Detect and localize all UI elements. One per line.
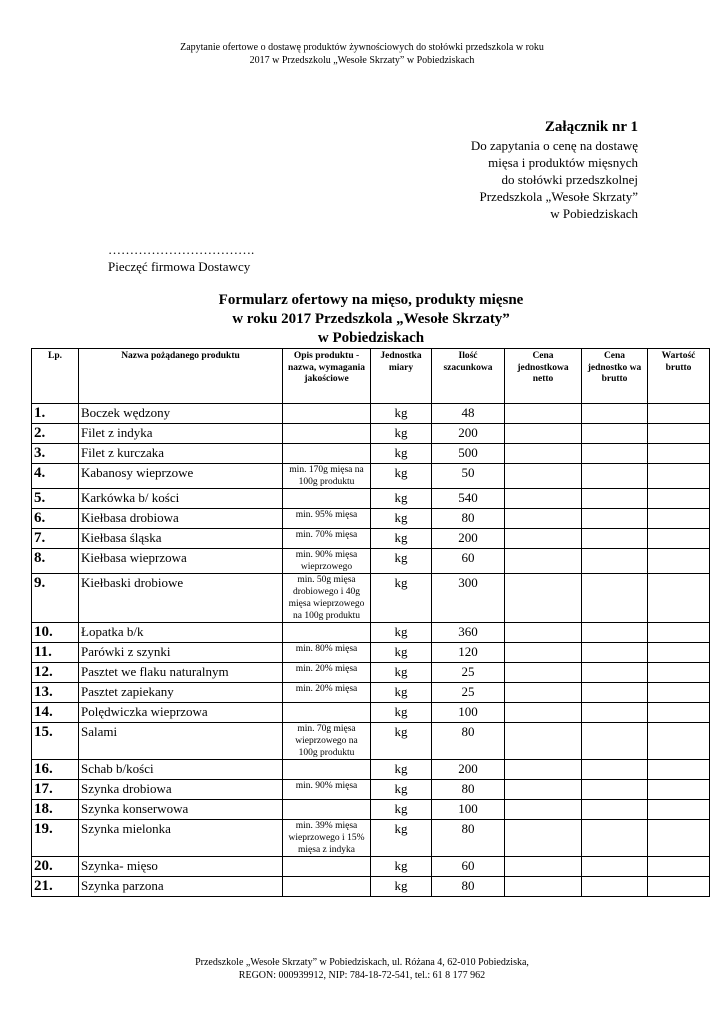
document-header	[0, 41, 724, 67]
table-row	[32, 820, 710, 857]
table-row	[32, 623, 710, 643]
stamp-label: Pieczęć firmowa Dostawcy	[108, 259, 251, 274]
unit-of-measure: kg	[371, 529, 432, 549]
unit-of-measure: kg	[371, 683, 432, 703]
header-product-name: Nazwa pożądanego produktu	[79, 349, 283, 404]
table-body	[32, 404, 710, 897]
product-name: Kabanosy wieprzowe	[79, 464, 283, 489]
estimated-quantity: 200	[432, 529, 505, 549]
table-row	[32, 780, 710, 800]
gross-value-cell[interactable]	[648, 780, 710, 800]
table-row	[32, 464, 710, 489]
product-name: Szynka mielonka	[79, 820, 283, 857]
form-title-line-1: Formularz ofertowy na mięso, produkty mięsne	[218, 292, 524, 308]
net-unit-price-cell[interactable]	[505, 877, 582, 897]
gross-unit-price-cell[interactable]	[582, 683, 648, 703]
table-row	[32, 703, 710, 723]
product-name: Schab b/kości	[79, 760, 283, 780]
net-unit-price-cell[interactable]	[505, 760, 582, 780]
row-number: 21.	[32, 877, 79, 897]
header-net-price: Cena jednostkowa netto	[505, 349, 582, 404]
gross-value-cell[interactable]	[648, 820, 710, 857]
product-name: Łopatka b/k	[79, 623, 283, 643]
unit-of-measure: kg	[371, 820, 432, 857]
estimated-quantity: 25	[432, 683, 505, 703]
unit-of-measure: kg	[371, 703, 432, 723]
gross-value-cell[interactable]	[648, 509, 710, 529]
form-title-line-2: w roku 2017 Przedszkola „Wesołe Skrzaty”	[232, 311, 510, 327]
annex-line: do stołówki przedszkolnej	[501, 172, 638, 187]
annex-line: Przedszkola „Wesołe Skrzaty”	[479, 189, 638, 204]
unit-of-measure: kg	[371, 663, 432, 683]
gross-unit-price-cell[interactable]	[582, 404, 648, 424]
product-description: min. 170g mięsa na 100g produktu	[283, 464, 371, 489]
header-quantity: Ilość szacunkowa	[432, 349, 505, 404]
net-unit-price-cell[interactable]	[505, 464, 582, 489]
gross-unit-price-cell[interactable]	[582, 820, 648, 857]
gross-value-cell[interactable]	[648, 760, 710, 780]
table-row	[32, 424, 710, 444]
header-unit: Jednostka miary	[371, 349, 432, 404]
row-number: 1.	[32, 404, 79, 424]
gross-value-cell[interactable]	[648, 549, 710, 574]
product-description: min. 90% mięsa wieprzowego	[283, 549, 371, 574]
estimated-quantity: 200	[432, 760, 505, 780]
product-description: min. 80% mięsa	[283, 643, 371, 663]
annex-block	[471, 117, 638, 222]
row-number: 15.	[32, 723, 79, 760]
unit-of-measure: kg	[371, 623, 432, 643]
net-unit-price-cell[interactable]	[505, 663, 582, 683]
gross-value-cell[interactable]	[648, 464, 710, 489]
product-name: Szynka drobiowa	[79, 780, 283, 800]
gross-value-cell[interactable]	[648, 529, 710, 549]
estimated-quantity: 80	[432, 509, 505, 529]
estimated-quantity: 120	[432, 643, 505, 663]
product-description	[283, 404, 371, 424]
estimated-quantity: 80	[432, 820, 505, 857]
table-row	[32, 663, 710, 683]
product-description: min. 20% mięsa	[283, 663, 371, 683]
product-description	[283, 489, 371, 509]
row-number: 13.	[32, 683, 79, 703]
gross-value-cell[interactable]	[648, 623, 710, 643]
row-number: 4.	[32, 464, 79, 489]
product-name: Salami	[79, 723, 283, 760]
gross-unit-price-cell[interactable]	[582, 623, 648, 643]
unit-of-measure: kg	[371, 444, 432, 464]
product-name: Parówki z szynki	[79, 643, 283, 663]
unit-of-measure: kg	[371, 877, 432, 897]
estimated-quantity: 300	[432, 574, 505, 623]
unit-of-measure: kg	[371, 760, 432, 780]
net-unit-price-cell[interactable]	[505, 444, 582, 464]
table-row	[32, 643, 710, 663]
gross-value-cell[interactable]	[648, 877, 710, 897]
gross-unit-price-cell[interactable]	[582, 424, 648, 444]
product-name: Kiełbasa drobiowa	[79, 509, 283, 529]
unit-of-measure: kg	[371, 723, 432, 760]
unit-of-measure: kg	[371, 489, 432, 509]
gross-value-cell[interactable]	[648, 683, 710, 703]
net-unit-price-cell[interactable]	[505, 723, 582, 760]
unit-of-measure: kg	[371, 857, 432, 877]
row-number: 5.	[32, 489, 79, 509]
unit-of-measure: kg	[371, 574, 432, 623]
row-number: 2.	[32, 424, 79, 444]
unit-of-measure: kg	[371, 549, 432, 574]
estimated-quantity: 60	[432, 857, 505, 877]
product-name: Szynka konserwowa	[79, 800, 283, 820]
product-description	[283, 760, 371, 780]
product-description	[283, 444, 371, 464]
unit-of-measure: kg	[371, 509, 432, 529]
table-row	[32, 574, 710, 623]
gross-unit-price-cell[interactable]	[582, 574, 648, 623]
unit-of-measure: kg	[371, 404, 432, 424]
gross-unit-price-cell[interactable]	[582, 723, 648, 760]
estimated-quantity: 100	[432, 703, 505, 723]
table-row	[32, 549, 710, 574]
net-unit-price-cell[interactable]	[505, 529, 582, 549]
gross-unit-price-cell[interactable]	[582, 444, 648, 464]
gross-unit-price-cell[interactable]	[582, 857, 648, 877]
net-unit-price-cell[interactable]	[505, 404, 582, 424]
product-description: min. 70% mięsa	[283, 529, 371, 549]
document-footer	[0, 956, 724, 982]
table-row	[32, 529, 710, 549]
table-row	[32, 800, 710, 820]
table-row	[32, 509, 710, 529]
product-name: Pasztet we flaku naturalnym	[79, 663, 283, 683]
header-gross-price: Cena jednostko wa brutto	[582, 349, 648, 404]
estimated-quantity: 360	[432, 623, 505, 643]
product-name: Polędwiczka wieprzowa	[79, 703, 283, 723]
gross-value-cell[interactable]	[648, 424, 710, 444]
estimated-quantity: 80	[432, 780, 505, 800]
table-row	[32, 877, 710, 897]
unit-of-measure: kg	[371, 780, 432, 800]
product-description: min. 39% mięsa wieprzowego i 15% mięsa z indyka	[283, 820, 371, 857]
row-number: 20.	[32, 857, 79, 877]
net-unit-price-cell[interactable]	[505, 857, 582, 877]
product-description	[283, 800, 371, 820]
row-number: 12.	[32, 663, 79, 683]
row-number: 11.	[32, 643, 79, 663]
product-name: Filet z kurczaka	[79, 444, 283, 464]
product-description	[283, 857, 371, 877]
header-description: Opis produktu - nazwa, wymagania jakościowe	[283, 349, 371, 404]
table-header-row	[32, 349, 710, 404]
gross-unit-price-cell[interactable]	[582, 877, 648, 897]
gross-value-cell[interactable]	[648, 723, 710, 760]
annex-title: Załącznik nr 1	[544, 119, 638, 135]
table-row	[32, 857, 710, 877]
net-unit-price-cell[interactable]	[505, 574, 582, 623]
product-description: min. 50g mięsa drobiowego i 40g mięsa wieprzowego na 100g produktu	[283, 574, 371, 623]
unit-of-measure: kg	[371, 424, 432, 444]
gross-unit-price-cell[interactable]	[582, 529, 648, 549]
header-gross-value: Wartość brutto	[648, 349, 710, 404]
header-lp: Lp.	[32, 349, 79, 404]
gross-unit-price-cell[interactable]	[582, 800, 648, 820]
estimated-quantity: 48	[432, 404, 505, 424]
net-unit-price-cell[interactable]	[505, 489, 582, 509]
offer-table	[31, 348, 710, 897]
estimated-quantity: 60	[432, 549, 505, 574]
header-line-1: Zapytanie ofertowe o dostawę produktów żywnościowych do stołówki przedszkola w roku	[180, 42, 544, 53]
product-name: Boczek wędzony	[79, 404, 283, 424]
form-title-line-3: w Pobiedziskach	[317, 330, 425, 346]
net-unit-price-cell[interactable]	[505, 820, 582, 857]
net-unit-price-cell[interactable]	[505, 643, 582, 663]
row-number: 9.	[32, 574, 79, 623]
estimated-quantity: 540	[432, 489, 505, 509]
product-name: Pasztet zapiekany	[79, 683, 283, 703]
product-description	[283, 424, 371, 444]
net-unit-price-cell[interactable]	[505, 780, 582, 800]
product-description	[283, 877, 371, 897]
footer-line-1: Przedszkole „Wesołe Skrzaty” w Pobiedziskach, ul. Różana 4, 62-010 Pobiedziska,	[195, 957, 529, 968]
product-description: min. 95% mięsa	[283, 509, 371, 529]
footer-line-2: REGON: 000939912, NIP: 784-18-72-541, tel.: 61 8 177 962	[238, 970, 486, 981]
net-unit-price-cell[interactable]	[505, 424, 582, 444]
annex-line: mięsa i produktów mięsnych	[488, 155, 638, 170]
row-number: 17.	[32, 780, 79, 800]
gross-unit-price-cell[interactable]	[582, 703, 648, 723]
gross-value-cell[interactable]	[648, 643, 710, 663]
row-number: 3.	[32, 444, 79, 464]
product-name: Filet z indyka	[79, 424, 283, 444]
supplier-stamp	[108, 241, 254, 275]
annex-line: Do zapytania o cenę na dostawę	[470, 138, 638, 153]
gross-value-cell[interactable]	[648, 574, 710, 623]
product-description	[283, 623, 371, 643]
estimated-quantity: 100	[432, 800, 505, 820]
product-description: min. 20% mięsa	[283, 683, 371, 703]
estimated-quantity: 50	[432, 464, 505, 489]
product-name: Karkówka b/ kości	[79, 489, 283, 509]
row-number: 6.	[32, 509, 79, 529]
product-name: Szynka parzona	[79, 877, 283, 897]
row-number: 19.	[32, 820, 79, 857]
table-row	[32, 723, 710, 760]
row-number: 8.	[32, 549, 79, 574]
net-unit-price-cell[interactable]	[505, 683, 582, 703]
gross-value-cell[interactable]	[648, 663, 710, 683]
table-row	[32, 489, 710, 509]
gross-unit-price-cell[interactable]	[582, 780, 648, 800]
row-number: 18.	[32, 800, 79, 820]
gross-unit-price-cell[interactable]	[582, 643, 648, 663]
table-row	[32, 444, 710, 464]
header-line-2: 2017 w Przedszkolu „Wesołe Skrzaty” w Pobiedziskach	[249, 55, 475, 66]
net-unit-price-cell[interactable]	[505, 623, 582, 643]
product-description: min. 70g mięsa wieprzowego na 100g produktu	[283, 723, 371, 760]
estimated-quantity: 200	[432, 424, 505, 444]
row-number: 16.	[32, 760, 79, 780]
gross-value-cell[interactable]	[648, 444, 710, 464]
gross-unit-price-cell[interactable]	[582, 760, 648, 780]
product-name: Kiełbasa śląska	[79, 529, 283, 549]
form-title	[0, 291, 724, 348]
gross-unit-price-cell[interactable]	[582, 489, 648, 509]
row-number: 14.	[32, 703, 79, 723]
gross-unit-price-cell[interactable]	[582, 464, 648, 489]
gross-unit-price-cell[interactable]	[582, 509, 648, 529]
gross-unit-price-cell[interactable]	[582, 663, 648, 683]
unit-of-measure: kg	[371, 800, 432, 820]
product-name: Kiełbasa wieprzowa	[79, 549, 283, 574]
net-unit-price-cell[interactable]	[505, 703, 582, 723]
net-unit-price-cell[interactable]	[505, 549, 582, 574]
product-description: min. 90% mięsa	[283, 780, 371, 800]
table-row	[32, 683, 710, 703]
gross-value-cell[interactable]	[648, 800, 710, 820]
product-name: Szynka- mięso	[79, 857, 283, 877]
unit-of-measure: kg	[371, 464, 432, 489]
table-row	[32, 404, 710, 424]
estimated-quantity: 80	[432, 877, 505, 897]
table-row	[32, 760, 710, 780]
net-unit-price-cell[interactable]	[505, 509, 582, 529]
stamp-dots: …………………………….	[108, 242, 255, 257]
gross-value-cell[interactable]	[648, 404, 710, 424]
row-number: 10.	[32, 623, 79, 643]
gross-value-cell[interactable]	[648, 489, 710, 509]
gross-value-cell[interactable]	[648, 703, 710, 723]
annex-line: w Pobiedziskach	[550, 206, 638, 221]
gross-value-cell[interactable]	[648, 857, 710, 877]
unit-of-measure: kg	[371, 643, 432, 663]
row-number: 7.	[32, 529, 79, 549]
product-description	[283, 703, 371, 723]
estimated-quantity: 25	[432, 663, 505, 683]
product-name: Kiełbaski drobiowe	[79, 574, 283, 623]
estimated-quantity: 500	[432, 444, 505, 464]
net-unit-price-cell[interactable]	[505, 800, 582, 820]
gross-unit-price-cell[interactable]	[582, 549, 648, 574]
estimated-quantity: 80	[432, 723, 505, 760]
